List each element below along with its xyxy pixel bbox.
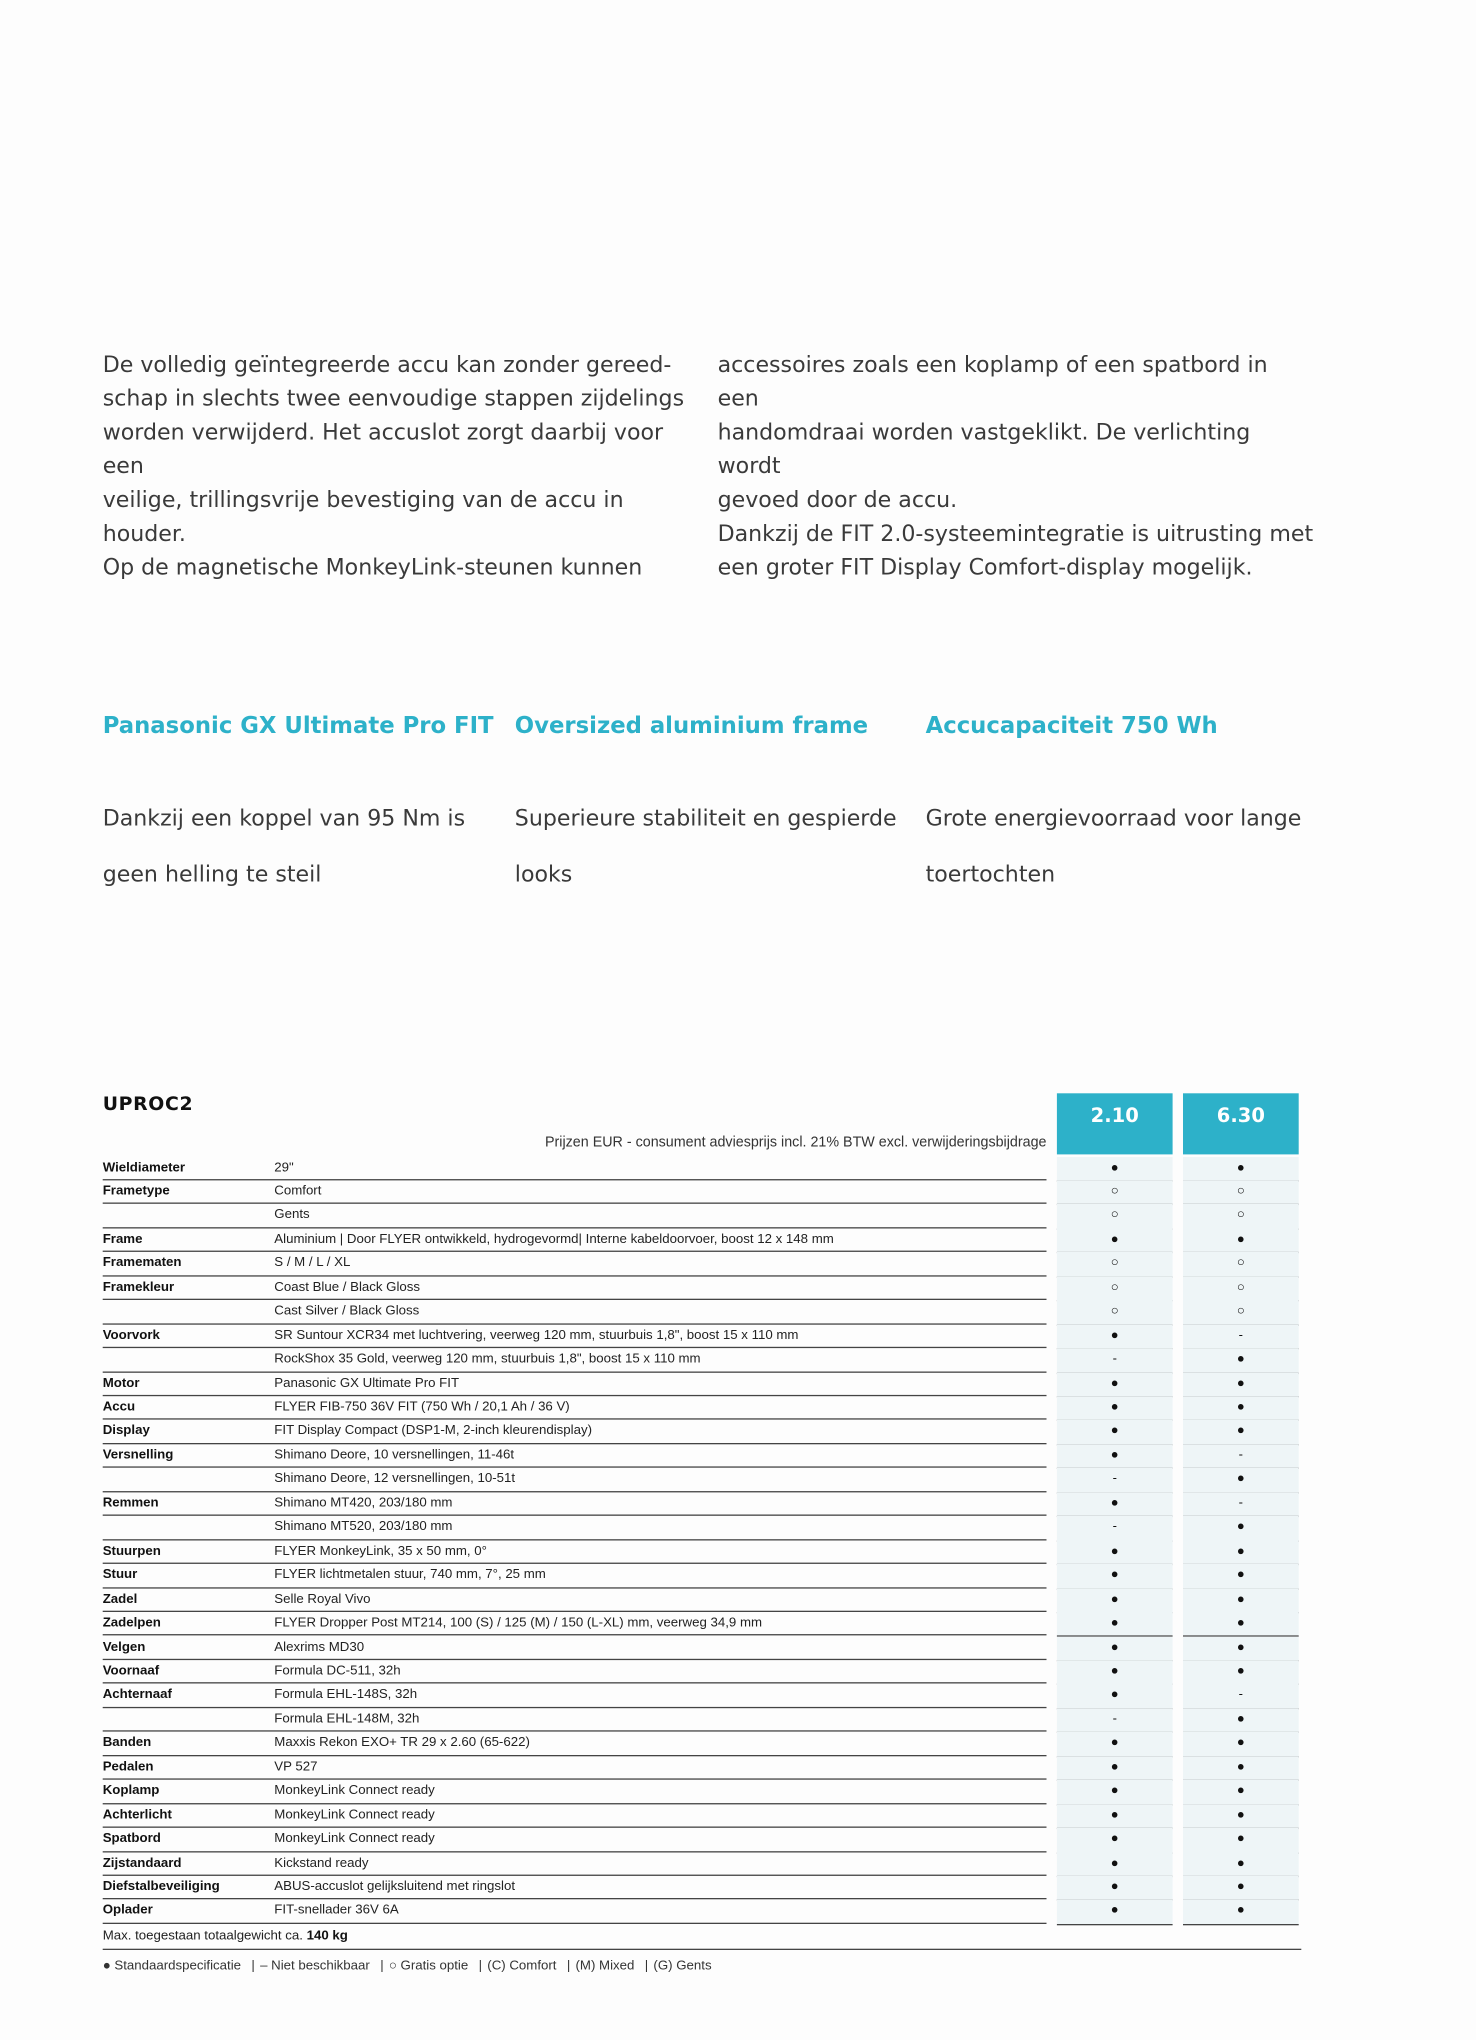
availability-2-10: ● (1057, 1732, 1173, 1757)
legend-separator: | (644, 1959, 649, 1974)
spec-label: Banden (102, 1735, 152, 1751)
legend-item: (G) Gents (653, 1959, 712, 1974)
spec-label: Pedalen (102, 1759, 154, 1775)
table-row (103, 1516, 1302, 1540)
availability-2-10: ● (1057, 1804, 1173, 1829)
spec-value: Panasonic GX Ultimate Pro FIT (274, 1376, 460, 1391)
table-row (103, 1564, 1302, 1588)
spec-label: Framekleur (102, 1280, 175, 1295)
availability-6-30: ● (1183, 1828, 1299, 1853)
spec-value: Selle Royal Vivo (274, 1591, 371, 1607)
spec-label: Koplamp (102, 1783, 160, 1799)
max-weight-label: Max. toegestaan totaalgewicht ca. (102, 1929, 303, 1944)
spec-label: Voornaaf (102, 1663, 160, 1679)
availability-6-30: - (1183, 1444, 1299, 1469)
text-line: worden verwijderd. Het accuslot zorgt daarbij voor een (102, 419, 664, 480)
text-line: accessoires zoals een koplamp of een spatbord in een (717, 352, 1268, 413)
spec-value: Shimano MT520, 203/180 mm (274, 1520, 453, 1535)
table-row (103, 1372, 1302, 1396)
availability-6-30: ● (1183, 1900, 1299, 1925)
text-line: gevoed door de accu. (717, 487, 958, 514)
availability-2-10: ● (1057, 1492, 1173, 1517)
spec-label: Voorvork (102, 1328, 160, 1343)
spec-value: FLYER MonkeyLink, 35 x 50 mm, 0° (274, 1543, 487, 1559)
spec-table-title: UPROC2 (102, 1094, 194, 1116)
spec-value: Shimano MT420, 203/180 mm (274, 1496, 453, 1511)
table-row (103, 1348, 1302, 1372)
availability-6-30: - (1183, 1324, 1299, 1349)
spec-label: Frame (102, 1232, 143, 1247)
table-row (103, 1804, 1302, 1828)
legend-separator: | (380, 1959, 384, 1974)
table-row (103, 1756, 1302, 1780)
text-line: handomdraai worden vastgeklikt. De verlichting wordt (717, 419, 1251, 480)
legend-separator: | (478, 1959, 483, 1974)
spec-value: Formula EHL-148S, 32h (274, 1687, 418, 1703)
availability-6-30: ● (1183, 1540, 1299, 1565)
table-row (103, 1468, 1302, 1492)
spec-label: Remmen (102, 1496, 159, 1511)
availability-2-10: ● (1057, 1612, 1173, 1637)
text-line: veilige, trillingsvrije bevestiging van de accu in houder. (102, 487, 624, 548)
feature-title-motor: Panasonic GX Ultimate Pro FIT (102, 713, 494, 740)
availability-2-10: ○ (1057, 1252, 1173, 1277)
spec-value: Aluminium | Door FLYER ontwikkeld, hydrogevormd| Interne kabeldoorvoer, boost 12 x 148 mm (274, 1232, 834, 1247)
spec-value: MonkeyLink Connect ready (274, 1807, 435, 1823)
table-row (103, 1852, 1302, 1876)
intro-left (103, 348, 701, 585)
feature-text-battery (926, 780, 1316, 914)
price-note: Prijzen EUR - consument adviesprijs incl. 21% BTW excl. verwijderingsbijdrage (545, 1134, 1047, 1151)
availability-6-30: ● (1183, 1228, 1299, 1253)
availability-6-30: ● (1183, 1660, 1299, 1685)
feature-title-battery: Accucapaciteit 750 Wh (925, 713, 1218, 740)
spec-label: Spatbord (102, 1831, 161, 1847)
table-row (103, 1540, 1302, 1564)
availability-2-10: ● (1057, 1828, 1173, 1853)
table-row (103, 1324, 1302, 1348)
text-line: een groter FIT Display Comfort-display mogelijk. (717, 555, 1253, 582)
spec-value: Alexrims MD30 (274, 1639, 365, 1655)
availability-6-30: ● (1183, 1372, 1299, 1397)
availability-2-10: ● (1057, 1876, 1173, 1901)
availability-2-10: ● (1057, 1444, 1173, 1469)
spec-label: Framematen (102, 1256, 182, 1271)
availability-6-30: ● (1183, 1420, 1299, 1445)
legend-item: (M) Mixed (575, 1959, 635, 1974)
column-header-6-30: 6.30 (1183, 1093, 1299, 1154)
text-line: Grote energievoorraad voor lange (925, 806, 1302, 832)
feature-text-frame (515, 780, 905, 914)
availability-6-30: ○ (1183, 1300, 1299, 1325)
table-row (103, 1636, 1302, 1660)
spec-value: VP 527 (274, 1759, 318, 1775)
spec-value: Formula DC-511, 32h (274, 1663, 401, 1679)
spec-value: FIT-snellader 36V 6A (274, 1903, 399, 1919)
spec-label: Stuur (102, 1567, 138, 1583)
table-row (103, 1396, 1302, 1420)
text-line: geen helling te steil (102, 861, 322, 888)
legend-separator: | (251, 1959, 255, 1974)
text-line: Dankzij de FIT 2.0-systeemintegratie is uitrusting met (717, 521, 1314, 548)
spec-label: Velgen (102, 1639, 146, 1655)
table-row (103, 1276, 1302, 1300)
table-row (103, 1660, 1302, 1684)
availability-2-10: ● (1057, 1852, 1173, 1877)
table-row (103, 1420, 1302, 1444)
table-row (103, 1180, 1302, 1204)
availability-6-30: ● (1183, 1732, 1299, 1757)
spec-label: Achterlicht (102, 1807, 172, 1823)
table-row (103, 1828, 1302, 1852)
availability-2-10: ● (1057, 1396, 1173, 1421)
availability-6-30: ● (1183, 1564, 1299, 1589)
spec-value: Gents (274, 1208, 310, 1223)
spec-value: Shimano Deore, 12 versnellingen, 10-51t (274, 1472, 516, 1487)
spec-label: Zadel (102, 1591, 138, 1607)
table-row (103, 1708, 1302, 1732)
table-row (103, 1876, 1302, 1900)
table-row (103, 1252, 1302, 1276)
legend-separator: | (566, 1959, 571, 1974)
availability-6-30: ● (1183, 1708, 1299, 1733)
availability-2-10: - (1057, 1468, 1173, 1493)
text-line: schap in slechts twee eenvoudige stappen zijdelings (102, 386, 685, 413)
availability-6-30: ● (1183, 1468, 1299, 1493)
spec-value: FLYER Dropper Post MT214, 100 (S) / 125 (M) / 150 (L-XL) mm, veerweg 34,9 mm (274, 1615, 763, 1631)
spec-label: Achternaaf (102, 1687, 172, 1703)
availability-6-30: ○ (1183, 1180, 1299, 1205)
availability-6-30: ● (1183, 1852, 1299, 1877)
text-line: toertochten (925, 861, 1056, 888)
availability-2-10: ○ (1057, 1276, 1173, 1301)
availability-2-10: ● (1057, 1420, 1173, 1445)
availability-6-30: ● (1183, 1780, 1299, 1805)
availability-2-10: ○ (1057, 1300, 1173, 1325)
table-row (103, 1780, 1302, 1804)
availability-2-10: ○ (1057, 1204, 1173, 1229)
table-row (103, 1492, 1302, 1516)
spec-label: Display (102, 1424, 150, 1439)
availability-2-10: ● (1057, 1372, 1173, 1397)
availability-6-30: ○ (1183, 1204, 1299, 1229)
table-row (103, 1612, 1302, 1636)
spec-label: Oplader (102, 1903, 153, 1919)
availability-2-10: ● (1057, 1780, 1173, 1805)
row-divider (103, 1923, 1047, 1924)
availability-6-30: ● (1183, 1516, 1299, 1541)
spec-value: Shimano Deore, 10 versnellingen, 11-46t (274, 1448, 515, 1463)
text-line: Op de magnetische MonkeyLink-steunen kunnen (102, 555, 643, 582)
table-row (103, 1684, 1302, 1708)
availability-2-10: ● (1057, 1684, 1173, 1709)
availability-6-30: ● (1183, 1588, 1299, 1613)
availability-2-10: ● (1057, 1156, 1173, 1181)
spec-value: ABUS-accuslot gelijksluitend met ringslot (274, 1879, 516, 1895)
availability-2-10: ● (1057, 1588, 1173, 1613)
availability-6-30: ○ (1183, 1252, 1299, 1277)
spec-value: RockShox 35 Gold, veerweg 120 mm, stuurbuis 1,8", boost 15 x 110 mm (274, 1352, 701, 1367)
feature-text-motor (103, 780, 493, 914)
availability-6-30: - (1183, 1684, 1299, 1709)
availability-2-10: ● (1057, 1324, 1173, 1349)
column-header-2-10: 2.10 (1057, 1093, 1173, 1154)
availability-2-10: ● (1057, 1564, 1173, 1589)
table-row (103, 1300, 1302, 1324)
spec-label: Frametype (102, 1184, 170, 1199)
availability-2-10: ● (1057, 1540, 1173, 1565)
table-row (103, 1444, 1302, 1468)
legend-item: ○ Gratis optie (388, 1959, 469, 1974)
intro-right (718, 348, 1316, 585)
spec-label: Diefstalbeveiliging (102, 1879, 220, 1895)
legend-item: – Niet beschikbaar (260, 1959, 370, 1974)
availability-6-30: ● (1183, 1348, 1299, 1373)
text-line: looks (514, 861, 573, 888)
spec-value: MonkeyLink Connect ready (274, 1783, 435, 1799)
max-weight-value: 140 kg (306, 1929, 348, 1944)
availability-2-10: ○ (1057, 1180, 1173, 1205)
availability-2-10: - (1057, 1516, 1173, 1541)
text-line: De volledig geïntegreerde accu kan zonder gereed- (102, 352, 672, 379)
table-row (103, 1204, 1302, 1228)
spec-value: FLYER FIB-750 36V FIT (750 Wh / 20,1 Ah / 36 V) (274, 1400, 570, 1415)
text-line: Dankzij een koppel van 95 Nm is (102, 806, 466, 832)
availability-2-10: ● (1057, 1228, 1173, 1253)
spec-value: Kickstand ready (274, 1855, 369, 1871)
legend-item: ● Standaardspecificatie (102, 1959, 242, 1974)
table-row (103, 1156, 1302, 1180)
availability-2-10: ● (1057, 1900, 1173, 1925)
spec-value: 29" (274, 1160, 294, 1175)
spec-value: Formula EHL-148M, 32h (274, 1711, 420, 1727)
spec-label: Zadelpen (102, 1615, 161, 1631)
spec-label: Accu (102, 1400, 136, 1415)
legend-item: (C) Comfort (487, 1959, 557, 1974)
spec-value: S / M / L / XL (274, 1256, 351, 1271)
text-line: Superieure stabiliteit en gespierde (514, 806, 897, 832)
table-row (103, 1588, 1302, 1612)
spec-label: Zijstandaard (102, 1855, 182, 1871)
availability-6-30: ● (1183, 1876, 1299, 1901)
spec-value: Coast Blue / Black Gloss (274, 1280, 421, 1295)
table-row (103, 1732, 1302, 1756)
availability-6-30: ● (1183, 1612, 1299, 1637)
spec-value: MonkeyLink Connect ready (274, 1831, 435, 1847)
spec-value: Maxxis Rekon EXO+ TR 29 x 2.60 (65-622) (274, 1735, 530, 1751)
spec-label: Versnelling (102, 1448, 174, 1463)
availability-2-10: - (1057, 1348, 1173, 1373)
spec-label: Stuurpen (102, 1543, 161, 1559)
availability-2-10: ● (1057, 1756, 1173, 1781)
availability-2-10: ● (1057, 1636, 1173, 1661)
availability-6-30: ● (1183, 1156, 1299, 1181)
spec-value: Cast Silver / Black Gloss (274, 1304, 420, 1319)
table-row (103, 1900, 1302, 1924)
availability-6-30: ● (1183, 1396, 1299, 1421)
spec-value: FIT Display Compact (DSP1-M, 2-inch kleurendisplay) (274, 1424, 593, 1439)
availability-2-10: ● (1057, 1660, 1173, 1685)
spec-value: FLYER lichtmetalen stuur, 740 mm, 7°, 25 mm (274, 1567, 546, 1583)
availability-6-30: - (1183, 1492, 1299, 1517)
feature-title-frame: Oversized aluminium frame (514, 713, 869, 740)
availability-2-10: - (1057, 1708, 1173, 1733)
availability-6-30: ○ (1183, 1276, 1299, 1301)
availability-6-30: ● (1183, 1756, 1299, 1781)
legend (103, 1959, 717, 1973)
footer-divider (103, 1949, 1302, 1950)
spec-value: Comfort (274, 1184, 322, 1199)
spec-value: SR Suntour XCR34 met luchtvering, veerweg 120 mm, stuurbuis 1,8", boost 15 x 110 mm (274, 1328, 799, 1343)
spec-label: Motor (102, 1376, 140, 1391)
max-weight-note (103, 1929, 348, 1943)
availability-6-30: ● (1183, 1636, 1299, 1661)
spec-label: Wieldiameter (102, 1160, 186, 1175)
table-row (103, 1228, 1302, 1252)
availability-6-30: ● (1183, 1804, 1299, 1829)
